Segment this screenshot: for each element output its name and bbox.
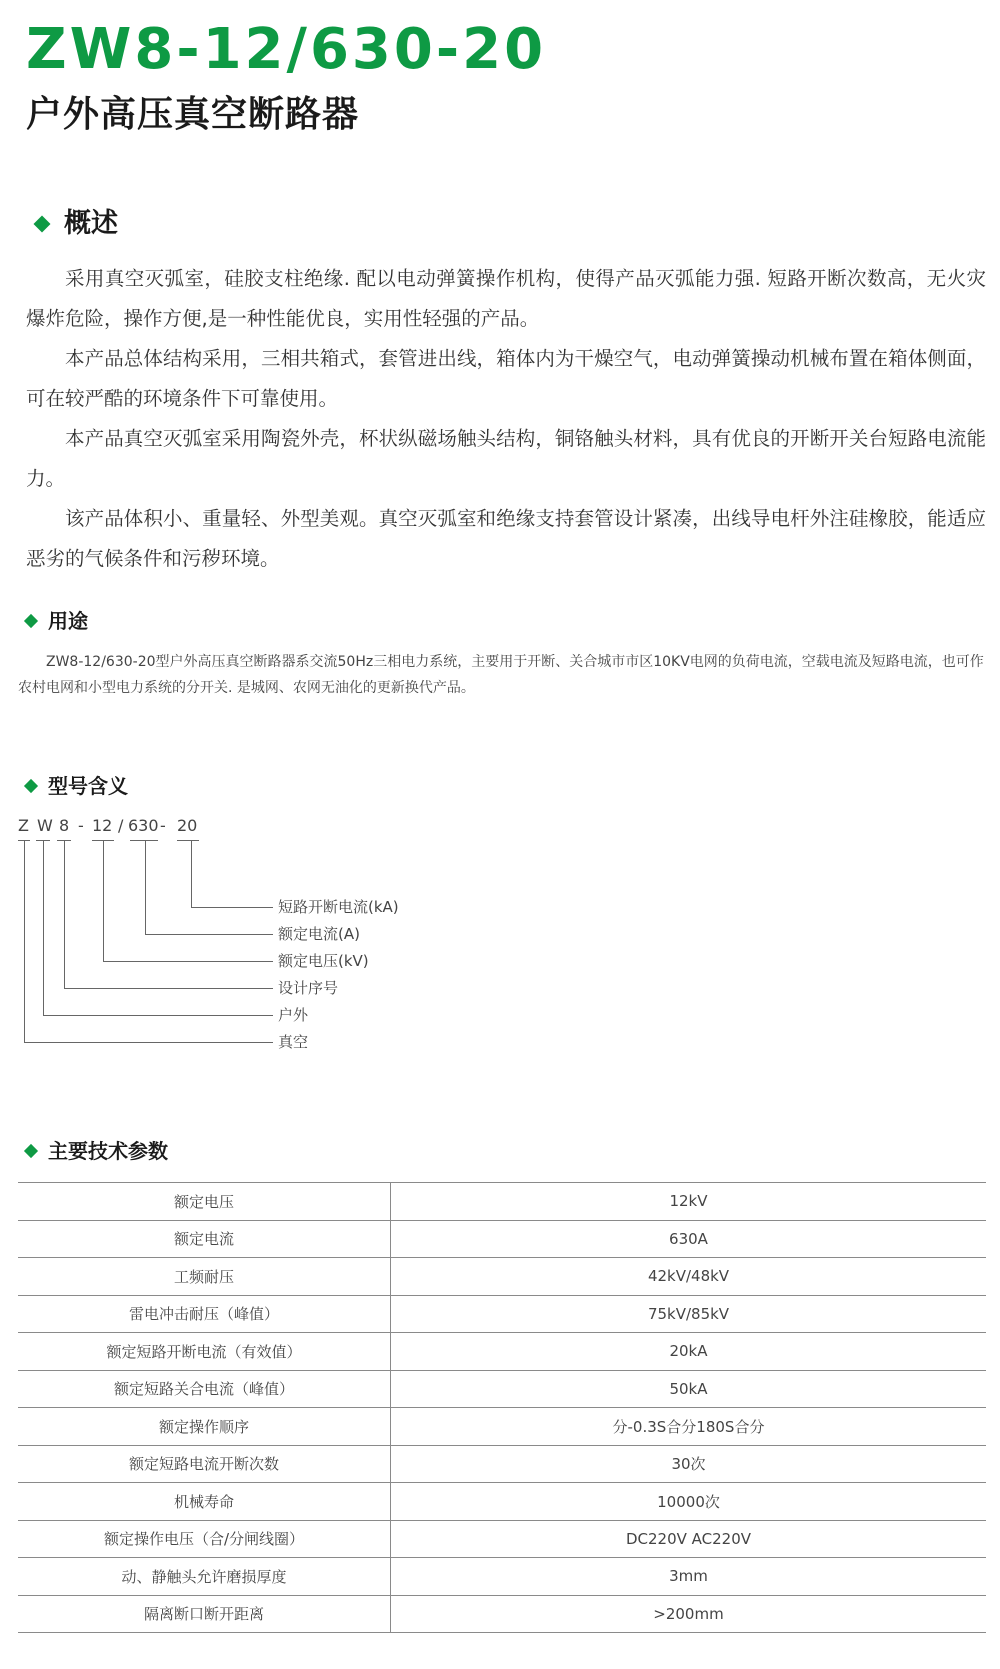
param-value: 75kV/85kV	[391, 1295, 987, 1333]
leader-line	[24, 840, 25, 1042]
code-separator: -	[78, 816, 84, 835]
code-part-w: W	[37, 816, 53, 835]
param-value: >200mm	[391, 1595, 987, 1633]
table-row	[18, 1370, 986, 1408]
leader-line	[43, 840, 44, 1015]
model-title: ZW8-12/630-20	[26, 17, 547, 82]
table-row	[18, 1520, 986, 1558]
leader-line	[191, 907, 273, 908]
overview-paragraph: 本产品真空灭弧室采用陶瓷外壳，杯状纵磁场触头结构，铜铬触头材料，具有优良的开断开关台短路电流能力。	[26, 427, 986, 490]
table-row	[18, 1558, 986, 1596]
param-name: 额定短路开断电流（有效值）	[18, 1333, 391, 1371]
diamond-bullet-icon	[24, 1144, 38, 1158]
param-value: 30次	[391, 1445, 987, 1483]
table-row	[18, 1333, 986, 1371]
leader-line	[64, 840, 65, 988]
param-value: 10000次	[391, 1483, 987, 1521]
model-meaning-title: 型号含义	[48, 774, 128, 798]
code-part-current: 630	[128, 816, 159, 835]
table-row	[18, 1483, 986, 1521]
leader-line	[103, 961, 273, 962]
table-row	[18, 1183, 986, 1221]
code-label: 户外	[278, 1006, 309, 1024]
leader-line	[64, 988, 273, 989]
param-value: DC220V AC220V	[391, 1520, 987, 1558]
param-name: 额定电流	[18, 1220, 391, 1258]
param-value: 630A	[391, 1220, 987, 1258]
overview-paragraph: 该产品体积小、重量轻、外型美观。真空灭弧室和绝缘支持套管设计紧凑，出线导电杆外注硅橡胶，能适应恶劣的气候条件和污秽环境。	[26, 507, 986, 570]
param-name: 机械寿命	[18, 1483, 391, 1521]
diamond-bullet-icon	[24, 779, 38, 793]
overview-title: 概述	[64, 208, 118, 239]
table-row	[18, 1295, 986, 1333]
code-part-breaking-current: 20	[177, 816, 198, 835]
param-value: 分-0.3S合分180S合分	[391, 1408, 987, 1446]
leader-line	[24, 1042, 273, 1043]
code-label: 短路开断电流(kA)	[278, 898, 399, 916]
code-underline	[177, 840, 199, 841]
param-name: 动、静触头允许磨损厚度	[18, 1558, 391, 1596]
table-row	[18, 1445, 986, 1483]
param-name: 工频耐压	[18, 1258, 391, 1296]
code-part-z: Z	[18, 816, 29, 835]
code-label: 额定电压(kV)	[278, 952, 369, 970]
usage-title: 用途	[48, 609, 88, 633]
param-name: 额定短路电流开断次数	[18, 1445, 391, 1483]
table-row	[18, 1595, 986, 1633]
code-separator: -	[160, 816, 166, 835]
param-name: 隔离断口断开距离	[18, 1595, 391, 1633]
overview-paragraph: 本产品总体结构采用，三相共箱式，套管进出线，箱体内为干燥空气，电动弹簧操动机械布置在箱体侧面，可在较严酷的环境条件下可靠使用。	[26, 347, 986, 410]
code-underline	[130, 840, 158, 841]
spec-table	[18, 1182, 986, 1633]
param-value: 12kV	[391, 1183, 987, 1221]
usage-body: ZW8-12/630-20型户外高压真空断路器系交流50Hz三相电力系统，主要用于开断、关合城市市区10KV电网的负荷电流，空载电流及短路电流，也可作农村电网和小型电力系统的分开关. 是城网、农网无油化的更新换代产品。	[18, 654, 984, 696]
leader-line	[103, 840, 104, 961]
param-value: 3mm	[391, 1558, 987, 1596]
table-row	[18, 1258, 986, 1296]
param-name: 额定操作顺序	[18, 1408, 391, 1446]
leader-line	[145, 840, 146, 934]
code-part-series: 8	[59, 816, 70, 835]
param-name: 雷电冲击耐压（峰值）	[18, 1295, 391, 1333]
diamond-bullet-icon	[24, 614, 38, 628]
param-name: 额定短路关合电流（峰值）	[18, 1370, 391, 1408]
param-value: 50kA	[391, 1370, 987, 1408]
specs-title: 主要技术参数	[48, 1139, 168, 1163]
param-value: 20kA	[391, 1333, 987, 1371]
table-row	[18, 1408, 986, 1446]
diamond-bullet-icon	[34, 216, 51, 233]
table-row	[18, 1220, 986, 1258]
param-value: 42kV/48kV	[391, 1258, 987, 1296]
code-label: 真空	[278, 1033, 309, 1051]
product-title: 户外高压真空断路器	[26, 94, 360, 135]
leader-line	[145, 934, 273, 935]
overview-body	[26, 259, 986, 579]
code-label: 设计序号	[278, 979, 339, 997]
param-name: 额定操作电压（合/分闸线圈）	[18, 1520, 391, 1558]
code-separator: /	[118, 816, 124, 835]
leader-line	[191, 840, 192, 907]
code-label: 额定电流(A)	[278, 925, 360, 943]
code-part-voltage: 12	[92, 816, 113, 835]
leader-line	[43, 1015, 273, 1016]
param-name: 额定电压	[18, 1183, 391, 1221]
overview-paragraph: 采用真空灭弧室，硅胶支柱绝缘. 配以电动弹簧操作机构，使得产品灭弧能力强. 短路开断次数高，无火灾爆炸危险，操作方便,是一种性能优良，实用性轻强的产品。	[26, 267, 986, 330]
